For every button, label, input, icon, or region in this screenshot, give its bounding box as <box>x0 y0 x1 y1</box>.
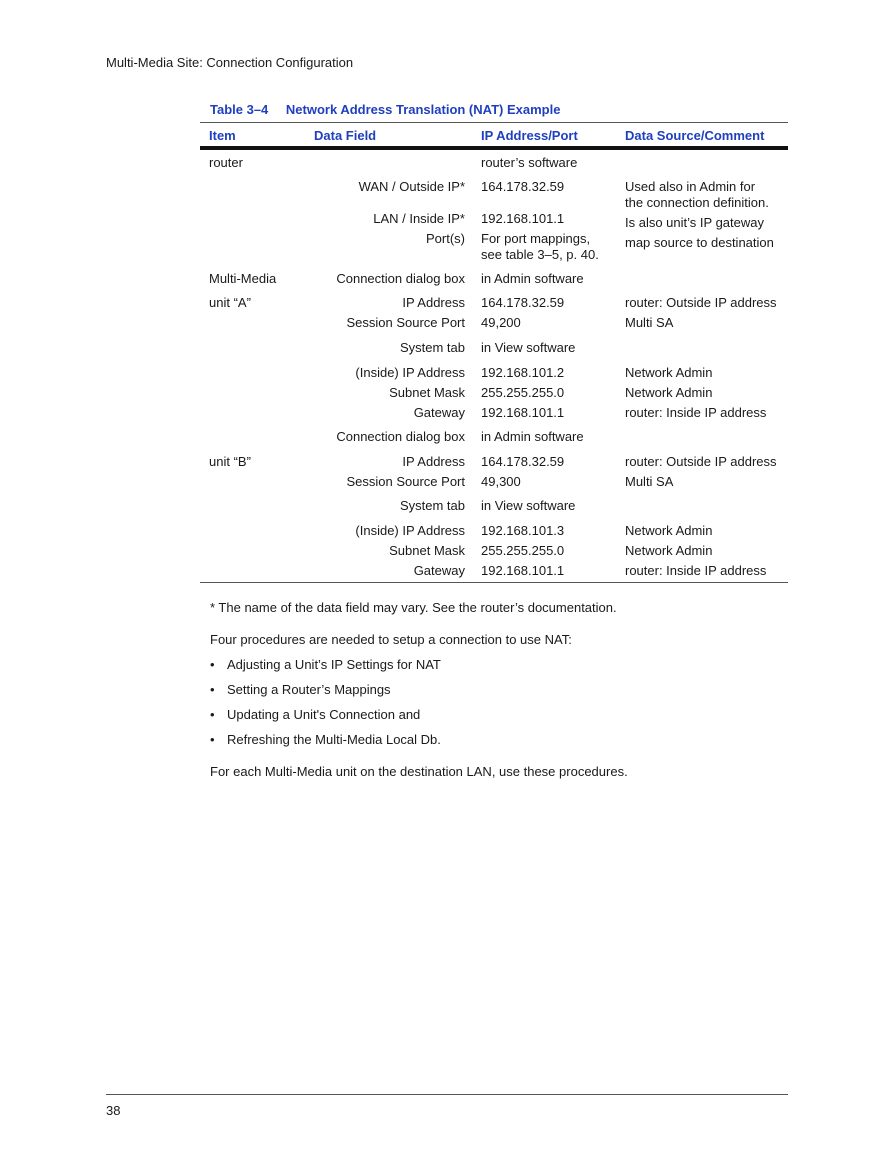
cell-ip: 49,200 <box>481 315 521 330</box>
table-caption <box>210 102 560 117</box>
list-item <box>210 682 441 707</box>
list-item-text: Setting a Router’s Mappings <box>227 682 391 697</box>
cell-field: LAN / Inside IP* <box>373 211 465 226</box>
cell-source: Used also in Admin for <box>625 179 756 194</box>
cell-ip: For port mappings, <box>481 231 591 246</box>
list-item-text: Updating a Unit's Connection and <box>227 707 421 722</box>
cell-ip: in Admin software <box>481 271 584 286</box>
bullet-icon: • <box>210 732 215 747</box>
header-ip-address-port: IP Address/Port <box>481 128 578 143</box>
footer-rule <box>106 1094 788 1095</box>
cell-ip: router’s software <box>481 155 578 170</box>
cell-field: Session Source Port <box>346 315 465 330</box>
closing-paragraph: For each Multi-Media unit on the destination LAN, use these procedures. <box>210 764 628 779</box>
list-item-text: Refreshing the Multi-Media Local Db. <box>227 732 441 747</box>
cell-source-line2: the connection definition. <box>625 195 769 210</box>
cell-item: unit “B” <box>209 454 251 469</box>
cell-ip: in Admin software <box>481 429 584 444</box>
cell-field: (Inside) IP Address <box>355 365 465 380</box>
cell-ip: 192.168.101.3 <box>481 523 565 538</box>
cell-field: Subnet Mask <box>389 543 465 558</box>
cell-source: map source to destination <box>625 235 774 250</box>
cell-field: IP Address <box>402 295 465 310</box>
cell-ip: 164.178.32.59 <box>481 179 565 194</box>
cell-field: Connection dialog box <box>336 429 465 444</box>
cell-field: System tab <box>399 340 465 355</box>
cell-source: router: Inside IP address <box>625 405 767 420</box>
cell-source: Multi SA <box>625 315 674 330</box>
cell-field: WAN / Outside IP* <box>358 179 465 194</box>
table-bottom-rule <box>200 582 788 583</box>
cell-item: router <box>209 155 243 170</box>
cell-ip: 164.178.32.59 <box>481 295 565 310</box>
cell-ip: 255.255.255.0 <box>481 543 565 558</box>
cell-ip: 192.168.101.1 <box>481 405 565 420</box>
cell-field: Session Source Port <box>346 474 465 489</box>
cell-source: Network Admin <box>625 385 713 400</box>
cell-ip: in View software <box>481 340 576 355</box>
table-number: Table 3–4 <box>210 102 269 117</box>
cell-source: Is also unit’s IP gateway <box>625 215 764 230</box>
cell-source: router: Inside IP address <box>625 563 767 578</box>
cell-source: Network Admin <box>625 543 713 558</box>
cell-source: Multi SA <box>625 474 674 489</box>
cell-item: unit “A” <box>209 295 251 310</box>
cell-field: Gateway <box>413 405 465 420</box>
bullet-icon: • <box>210 707 215 722</box>
cell-field: (Inside) IP Address <box>355 523 465 538</box>
footnote: * The name of the data field may vary. See the router’s documentation. <box>210 600 617 615</box>
list-item <box>210 732 441 757</box>
cell-field: IP Address <box>402 454 465 469</box>
cell-ip: 49,300 <box>481 474 521 489</box>
cell-field: Port(s) <box>426 231 465 246</box>
table-title: Network Address Translation (NAT) Example <box>285 102 561 117</box>
intro-paragraph: Four procedures are needed to setup a connection to use NAT: <box>210 632 572 647</box>
list-item <box>210 657 441 682</box>
table-header-rule <box>200 146 788 150</box>
bullet-icon: • <box>210 682 215 697</box>
cell-source: router: Outside IP address <box>625 454 777 469</box>
cell-source: router: Outside IP address <box>625 295 777 310</box>
header-data-field: Data Field <box>314 128 377 143</box>
list-item <box>210 707 441 732</box>
page-number: 38 <box>106 1103 121 1118</box>
cell-field: Subnet Mask <box>389 385 465 400</box>
cell-source: Network Admin <box>625 523 713 538</box>
cell-ip: 192.168.101.1 <box>481 211 565 226</box>
cell-ip: in View software <box>481 498 576 513</box>
cell-ip: 255.255.255.0 <box>481 385 565 400</box>
cell-ip: 192.168.101.1 <box>481 563 565 578</box>
bullet-icon: • <box>210 657 215 672</box>
procedure-list <box>210 657 441 757</box>
header-item: Item <box>209 128 236 143</box>
cell-field: Connection dialog box <box>336 271 465 286</box>
table-top-rule <box>200 122 788 123</box>
cell-ip: 164.178.32.59 <box>481 454 565 469</box>
list-item-text: Adjusting a Unit’s IP Settings for NAT <box>227 657 441 672</box>
running-head: Multi-Media Site: Connection Configuration <box>106 55 354 70</box>
cell-ip-line2: see table 3–5, p. 40. <box>481 247 599 262</box>
cell-ip: 192.168.101.2 <box>481 365 565 380</box>
cell-field: System tab <box>399 498 465 513</box>
cell-source: Network Admin <box>625 365 713 380</box>
cell-field: Gateway <box>413 563 465 578</box>
cell-item: Multi-Media <box>209 271 277 286</box>
header-data-source-comment: Data Source/Comment <box>625 128 765 143</box>
